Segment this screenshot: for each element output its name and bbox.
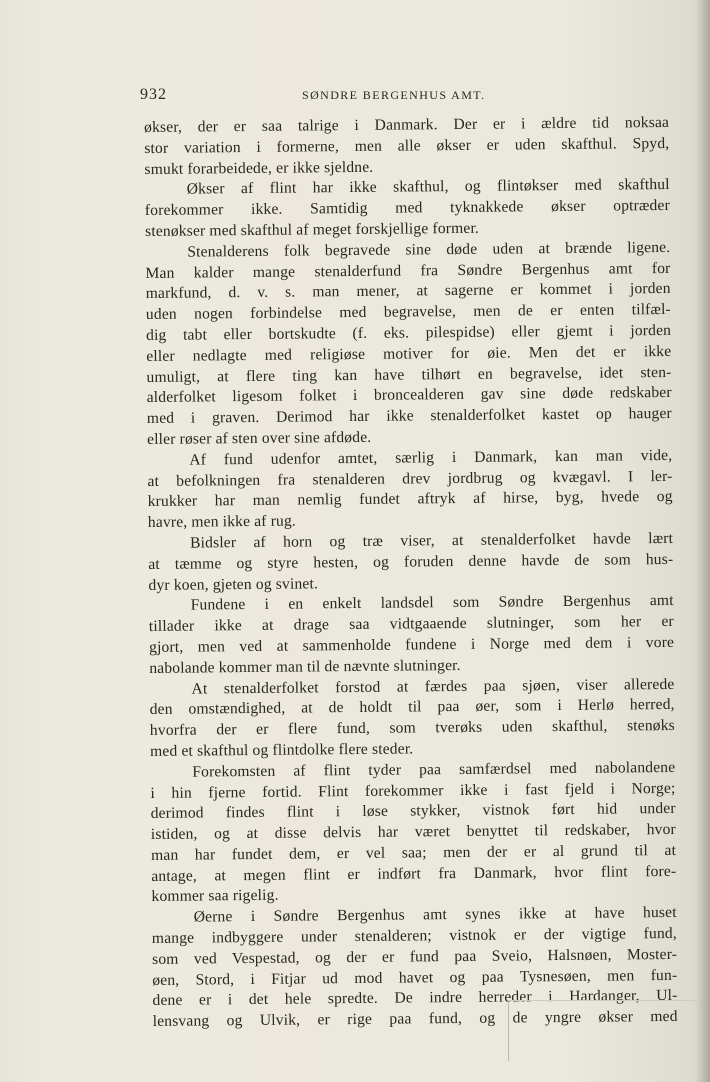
text-line: Bidsler af horn og træ viser, at stenalderfolket havde lært [190, 529, 674, 552]
text-line: øen, Stord, i Fitjar ud mod havet og paa Tysnesøen, men fun- [152, 966, 678, 989]
text-line: Forekomsten af flint tyder paa samfærdsel med nabolandene [192, 758, 676, 781]
text-line: man har fundet dem, er vel saa; men der er al grund til at [150, 841, 677, 864]
text-line: alderfolket ligesom folket i broncealderen gav sine døde redskaber [146, 384, 672, 407]
text-line: stor variation i formerne, men alle økser er uden skafthul. Spyd, [144, 134, 670, 157]
text-line: gjort, men ved at sammenholde fundene i Norge med dem i vore [149, 633, 675, 656]
running-head: SØNDRE BERGENHUS AMT. [302, 88, 486, 102]
text-line: dyr koen, gjeten og svinet. [148, 574, 319, 594]
text-line: stenøkser med skafthul af meget forskjellige former. [145, 219, 480, 240]
text-line: mange indbyggere under stenalderen; vistnok er der vigtige fund, [151, 925, 677, 948]
text-line: dene er i det hele spredte. De indre herreder i Hardanger, Ul- [152, 987, 678, 1010]
text-line: Af fund udenfor amtet, særlig i Danmark, kan man vide, [189, 446, 673, 469]
page-header [140, 86, 660, 106]
text-line: i hin fjerne fortid. Flint forekommer ikke i fast fjeld i Norge; [150, 779, 676, 802]
text-line: eller nedlagte med religiøse motiver for øie. Men det er ikke [146, 342, 672, 365]
text-line: smukt forarbeidede, er ikke sjeldne. [144, 158, 374, 178]
text-line: at tæmme og styre hesten, og foruden denne havde de som hus- [148, 550, 674, 573]
body-text [144, 113, 678, 1033]
text-line: Fundene i en enkelt landsdel som Søndre Bergenhus amt [190, 592, 674, 614]
text-line: istiden, og at disse delvis har været benyttet til redskaber, hvor [150, 821, 676, 844]
text-line: Stenalderens folk begravede sine døde uden at brænde ligene. [187, 238, 671, 261]
text-line: kommer saa rigelig. [151, 887, 279, 906]
text-line: lensvang og Ulvik, er rige paa fund, og de yngre økser med [152, 1008, 678, 1031]
text-line: forekommer ikke. Samtidig med tyknakkede økser optræder [144, 197, 670, 220]
text-line: umuligt, at flere ting kan have tilhørt en begravelse, idet sten- [146, 363, 672, 386]
text-line: Øerne i Søndre Bergenhus amt synes ikke at have huset [193, 904, 677, 926]
text-line: økser, der er saa talrige i Danmark. Der er i ældre tid noksaa [144, 113, 670, 136]
text-line: uden nogen forbindelse med begravelse, men de er enten tilfæl- [145, 301, 671, 324]
page-number: 932 [140, 86, 167, 103]
text-line: Man kalder mange stenalderfund fra Søndre Bergenhus amt for [145, 259, 671, 282]
text-line: som ved Vespestad, og der er fund paa Sveio, Halsnøen, Moster- [151, 945, 678, 968]
text-line: At stenalderfolket forstod at færdes paa sjøen, viser allerede [191, 675, 675, 698]
text-line: hvorfra der er flere fund, som tverøks uden skafthul, stenøks [149, 717, 675, 740]
text-line: dig tabt eller bortskudte (f. eks. pilespidse) eller gjemt i jorden [146, 321, 672, 344]
text-line: med et skafthul og flintdolke flere steder. [149, 740, 414, 760]
text-line: eller røser af sten over sine afdøde. [147, 428, 372, 448]
page-edge-shadow [696, 0, 710, 1082]
library-stamp-mark [508, 1000, 699, 1061]
text-line: tillader ikke at drage saa vidtgaaende slutninger, som her er [148, 613, 674, 636]
text-line: den omstændighed, at de holdt til paa øer, som i Herlø herred, [149, 696, 675, 719]
text-line: nabolande kommer man til de nævnte slutninger. [149, 656, 461, 677]
text-line: Økser af flint har ikke skafthul, og flintøkser med skafthul [186, 176, 670, 198]
text-line: havre, men ikke af rug. [147, 512, 297, 532]
text-line: derimod findes flint i løse stykker, vistnok ført hid under [150, 800, 676, 823]
text-line: med i graven. Derimod har ikke stenalderfolket kastet op hauger [146, 405, 672, 428]
text-line: antage, at megen flint er indført fra Danmark, hvor flint fore- [151, 862, 677, 885]
text-line: krukker har man nemlig fundet aftryk af hirse, byg, hvede og [147, 488, 673, 511]
text-line: markfund, d. v. s. man mener, at sagerne er kommet i jorden [145, 280, 671, 303]
text-line: at befolkningen fra stenalderen drev jordbrug og kvægavl. I ler- [147, 467, 673, 490]
